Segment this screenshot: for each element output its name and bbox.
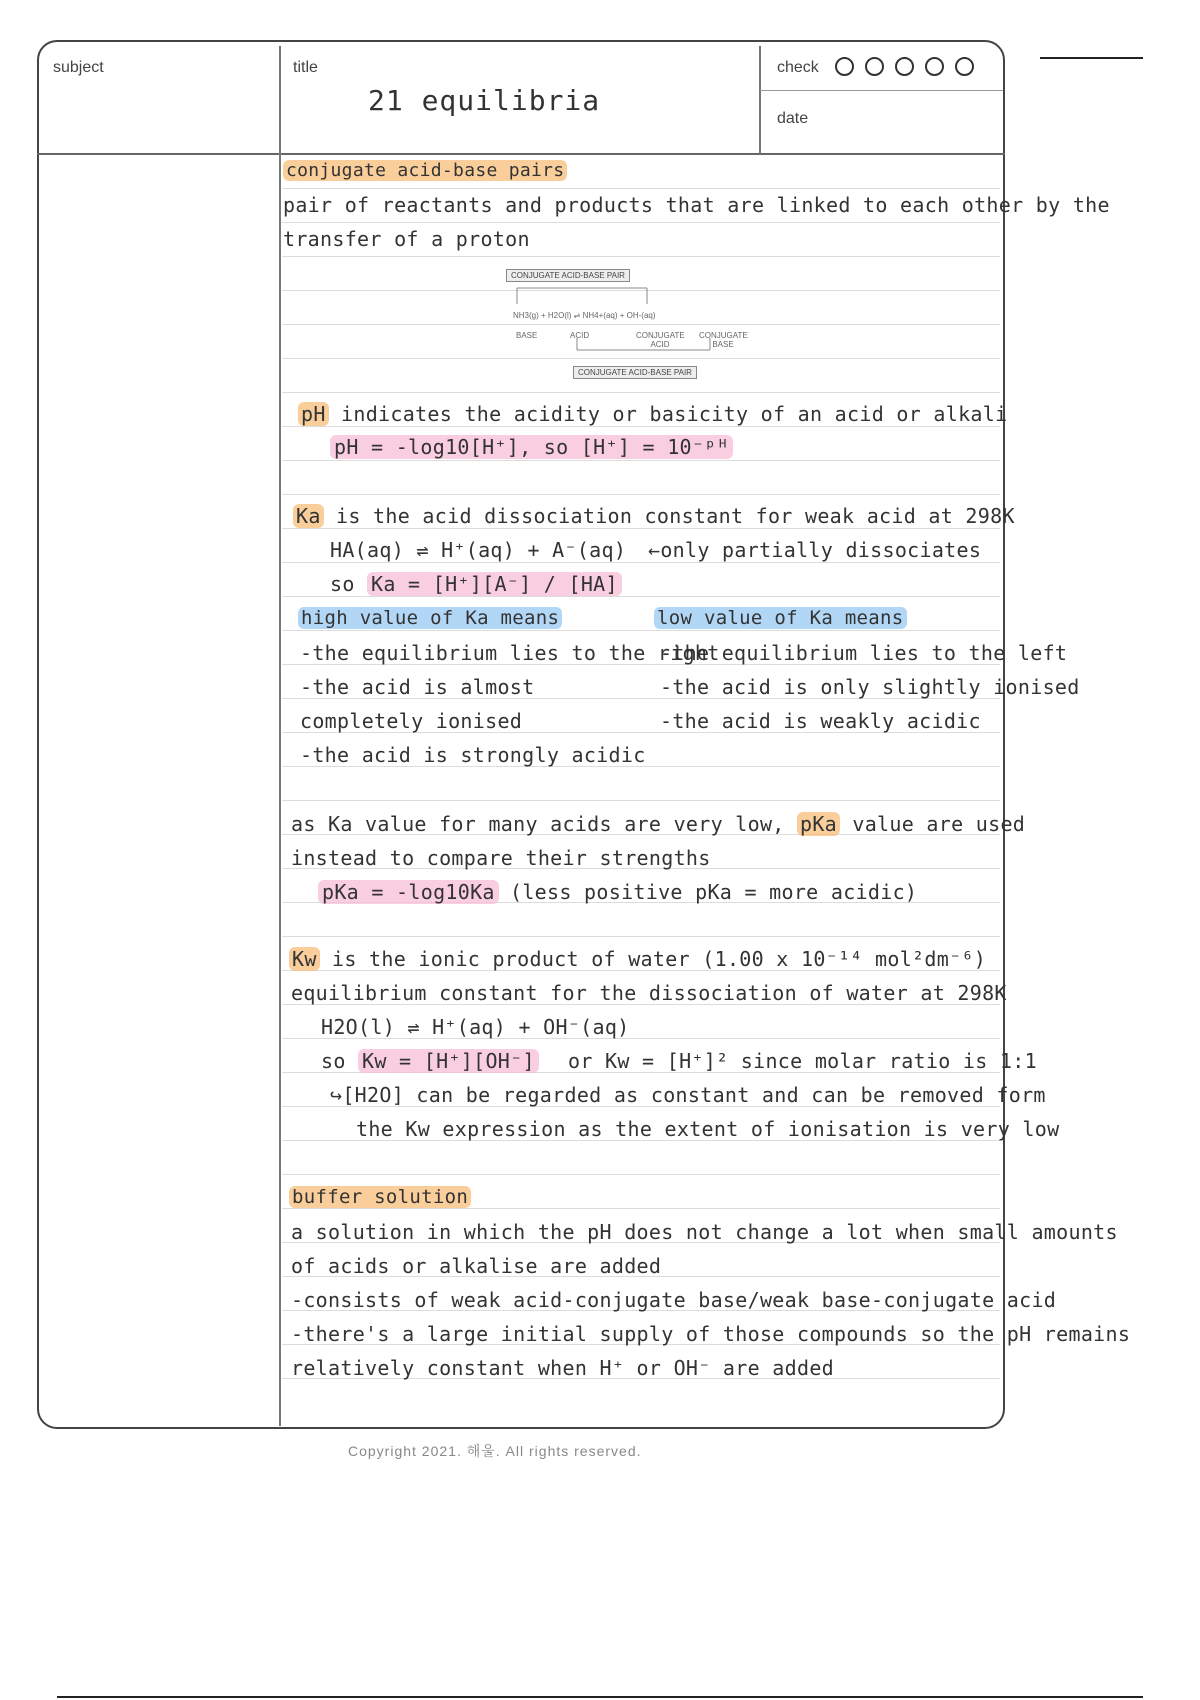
ruled-line (282, 460, 1000, 461)
pka-formula: pKa = -log10Ka (318, 880, 499, 904)
ruled-line (282, 494, 1000, 495)
ph-term: pH (298, 402, 329, 426)
copyright: Copyright 2021. 해울. All rights reserved. (348, 1443, 642, 1459)
ka-equation: HA(aq) ⇌ H⁺(aq) + A⁻(aq) (330, 538, 627, 562)
kw-formula: Kw = [H⁺][OH⁻] (358, 1049, 539, 1073)
kw-note-1: ↪[H2O] can be regarded as constant and can be removed form (330, 1083, 1046, 1107)
pka-line-2: instead to compare their strengths (291, 846, 711, 870)
kw-formula-line: so Kw = [H⁺][OH⁻] (321, 1049, 539, 1073)
ruled-line (282, 1208, 1000, 1209)
diagram-label-conjugate-base: CONJUGATE BASE (699, 331, 748, 349)
ruled-line (282, 1174, 1000, 1175)
buffer-line: -there's a large initial supply of those compounds so the pH remains (291, 1322, 1131, 1346)
buffer-line: a solution in which the pH does not change a lot when small amounts (291, 1220, 1118, 1244)
ruled-line (282, 222, 1000, 223)
title-label: title (293, 59, 318, 76)
check-circle[interactable] (895, 57, 914, 76)
pka-line-1: as Ka value for many acids are very low, pKa value are used (291, 812, 1026, 836)
diagram-label-acid: ACID (570, 331, 590, 340)
ka-line: Ka is the acid dissociation constant for weak acid at 298K (293, 504, 1015, 528)
check-circle[interactable] (835, 57, 854, 76)
ka-high-item: -the equilibrium lies to the right (300, 641, 720, 665)
ka-high-item: -the acid is strongly acidic (300, 743, 646, 767)
diagram-label-conjugate-acid: CONJUGATE ACID (636, 331, 685, 349)
ruled-line (282, 392, 1000, 393)
ruled-line (282, 630, 1000, 631)
ka-term: Ka (293, 504, 324, 528)
ph-formula: pH = -log10[H⁺], so [H⁺] = 10⁻ᵖᴴ (330, 435, 733, 459)
diagram-equation: NH3(g) + H2O(l) ⇌ NH4+(aq) + OH-(aq) (513, 311, 656, 320)
conjugate-heading: conjugate acid-base pairs (283, 160, 567, 181)
margin-line (279, 46, 281, 1426)
ka-formula: Ka = [H⁺][A⁻] / [HA] (367, 572, 622, 596)
pka-note: (less positive pKa = more acidic) (510, 880, 918, 904)
ka-high-heading: high value of Ka means (298, 607, 562, 629)
diagram-top-box: CONJUGATE ACID-BASE PAIR (506, 269, 630, 282)
check-circle[interactable] (925, 57, 944, 76)
ruled-line (282, 596, 1000, 597)
bottom-rule (57, 1696, 1143, 1698)
ruled-line (282, 936, 1000, 937)
date-label: date (777, 110, 809, 127)
buffer-line: relatively constant when H⁺ or OH⁻ are added (291, 1356, 835, 1380)
conjugate-line-2: transfer of a proton (283, 227, 530, 251)
ph-line: pH indicates the acidity or basicity of an acid or alkali (298, 402, 1007, 426)
ka-high-item: completely ionised (300, 709, 523, 733)
ka-note: ←only partially dissociates (648, 538, 982, 562)
kw-line-2: equilibrium constant for the dissociation of water at 298K (291, 981, 1007, 1005)
subject-label: subject (53, 59, 104, 76)
check-circle[interactable] (955, 57, 974, 76)
ka-high-item: -the acid is almost (300, 675, 535, 699)
kw-alt: or Kw = [H⁺]² since molar ratio is 1:1 (568, 1049, 1037, 1073)
page-title: 21 equilibria (368, 84, 601, 117)
buffer-heading: buffer solution (289, 1186, 471, 1208)
buffer-line: -consists of weak acid-conjugate base/weak base-conjugate acid (291, 1288, 1057, 1312)
ka-low-item: -the acid is only slightly ionised (660, 675, 1080, 699)
header-column-divider (759, 46, 761, 154)
ruled-line (282, 528, 1000, 529)
check-date-divider (760, 90, 1003, 91)
kw-note-2: the Kw expression as the extent of ionisation is very low (356, 1117, 1060, 1141)
top-right-rule (1040, 57, 1143, 59)
ruled-line (282, 800, 1000, 801)
ka-low-item: -the equilibrium lies to the left (660, 641, 1068, 665)
kw-equation: H2O(l) ⇌ H⁺(aq) + OH⁻(aq) (321, 1015, 630, 1039)
check-label: check (777, 59, 819, 76)
ruled-line (282, 426, 1000, 427)
conjugate-line-1: pair of reactants and products that are linked to each other by the (283, 193, 1110, 217)
kw-line: Kw is the ionic product of water (1.00 x 10⁻¹⁴ mol²dm⁻⁶) (289, 947, 986, 971)
check-circles (835, 57, 974, 76)
ka-low-heading: low value of Ka means (654, 607, 907, 629)
ka-low-item: -the acid is weakly acidic (660, 709, 981, 733)
check-circle[interactable] (865, 57, 884, 76)
ruled-line (282, 256, 1000, 257)
diagram-brackets (500, 282, 760, 370)
kw-term: Kw (289, 947, 320, 971)
ruled-line (282, 188, 1000, 189)
pka-term: pKa (797, 812, 840, 836)
header-divider (37, 153, 1005, 155)
ruled-line (282, 562, 1000, 563)
buffer-line: of acids or alkalise are added (291, 1254, 662, 1278)
diagram-bottom-box: CONJUGATE ACID-BASE PAIR (573, 366, 697, 379)
ka-formula-line: so Ka = [H⁺][A⁻] / [HA] (330, 572, 622, 596)
diagram-label-base: BASE (516, 331, 538, 340)
